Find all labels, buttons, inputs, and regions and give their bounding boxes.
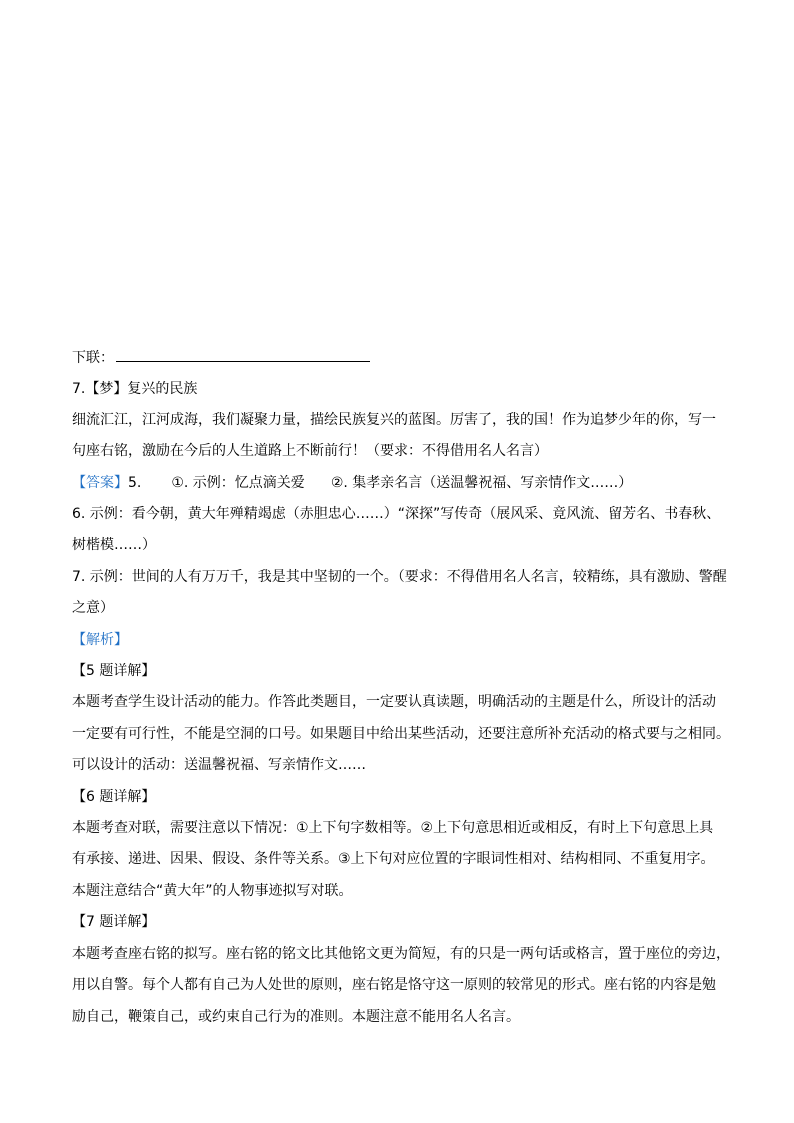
q7-detail-heading: 【7 题详解】 — [72, 914, 156, 930]
answer-line — [72, 473, 732, 493]
q6-detail-heading: 【6 题详解】 — [72, 789, 156, 805]
answer-7-line-1: 7. 示例：世间的人有万万千，我是其中坚韧的一个。（要求：不得借用名人名言，较精练，具有激励、警醒 — [72, 569, 727, 585]
q7-detail-line-1: 本题考查座右铭的拟写。座右铭的铭文比其他铭文更为简短，有的只是一两句话或格言，置于座位的旁边， — [72, 946, 730, 962]
q6-detail-line-1: 本题考查对联，需要注意以下情况：①上下句字数相等。②上下句意思相近或相反，有时上下句意思上具 — [72, 820, 714, 836]
q6-detail-line-3: 本题注意结合“黄大年”的人物事迹拟写对联。 — [72, 883, 353, 899]
answer-tag: 【答案】 — [72, 475, 128, 491]
answer-5-part-1: ①. 示例：忆点滴关爱 — [171, 475, 305, 491]
question-7-text-line-2: 句座右铭，激励在今后的人生道路上不断前行！（要求：不得借用名人名言） — [72, 443, 548, 459]
answer-6-line-1: 6. 示例：看今朝，黄大年殚精竭虑（赤胆忠心……）“深探”写传奇（展风采、竟风流、留芳名、书春秋、 — [72, 506, 721, 522]
analysis-tag: 【解析】 — [72, 632, 128, 648]
q6-detail-line-2: 有承接、递进、因果、假设、条件等关系。③上下句对应位置的字眼词性相对、结构相同、不重复用字。 — [72, 851, 715, 867]
q5-detail-line-1: 本题考查学生设计活动的能力。作答此类题目，一定要认真读题，明确活动的主题是什么，所设计的活动 — [72, 694, 716, 710]
q7-detail-line-3: 励自己，鞭策自己，或约束自己行为的准则。本题注意不能用名人名言。 — [72, 1009, 520, 1025]
answer-5-part-2: ②. 集孝亲名言（送温馨祝福、写亲情作文……） — [330, 475, 633, 491]
question-7-number: 7. — [72, 381, 86, 397]
question-7-title: 复兴的民族 — [127, 381, 198, 397]
couplet-lower-line — [72, 347, 732, 368]
answer-6-line-2: 树楷模……） — [72, 537, 156, 553]
q5-detail-line-2: 一定要有可行性，不能是空洞的口号。如果题目中给出某些活动，还要注意所补充活动的格式要与之相同。 — [72, 726, 730, 742]
question-7-text-line-1: 细流汇江，江河成海，我们凝聚力量，描绘民族复兴的蓝图。厉害了，我的国！作为追梦少年的你，写一 — [72, 412, 716, 428]
answer-7-line-2: 之意） — [72, 600, 114, 616]
q7-detail-line-2: 用以自警。每个人都有自己为人处世的原则，座右铭是恪守这一原则的较常见的形式。座右铭的内容是勉 — [72, 977, 716, 993]
q5-detail-line-3: 可以设计的活动：送温馨祝福、写亲情作文…… — [72, 757, 366, 773]
q5-detail-heading: 【5 题详解】 — [72, 663, 156, 679]
answer-5-number: 5. — [128, 475, 142, 491]
question-7-tag: 【梦】 — [85, 381, 128, 397]
question-7-heading — [72, 379, 732, 399]
answer-blank — [116, 347, 370, 362]
couplet-lower-label: 下联： — [72, 350, 114, 366]
